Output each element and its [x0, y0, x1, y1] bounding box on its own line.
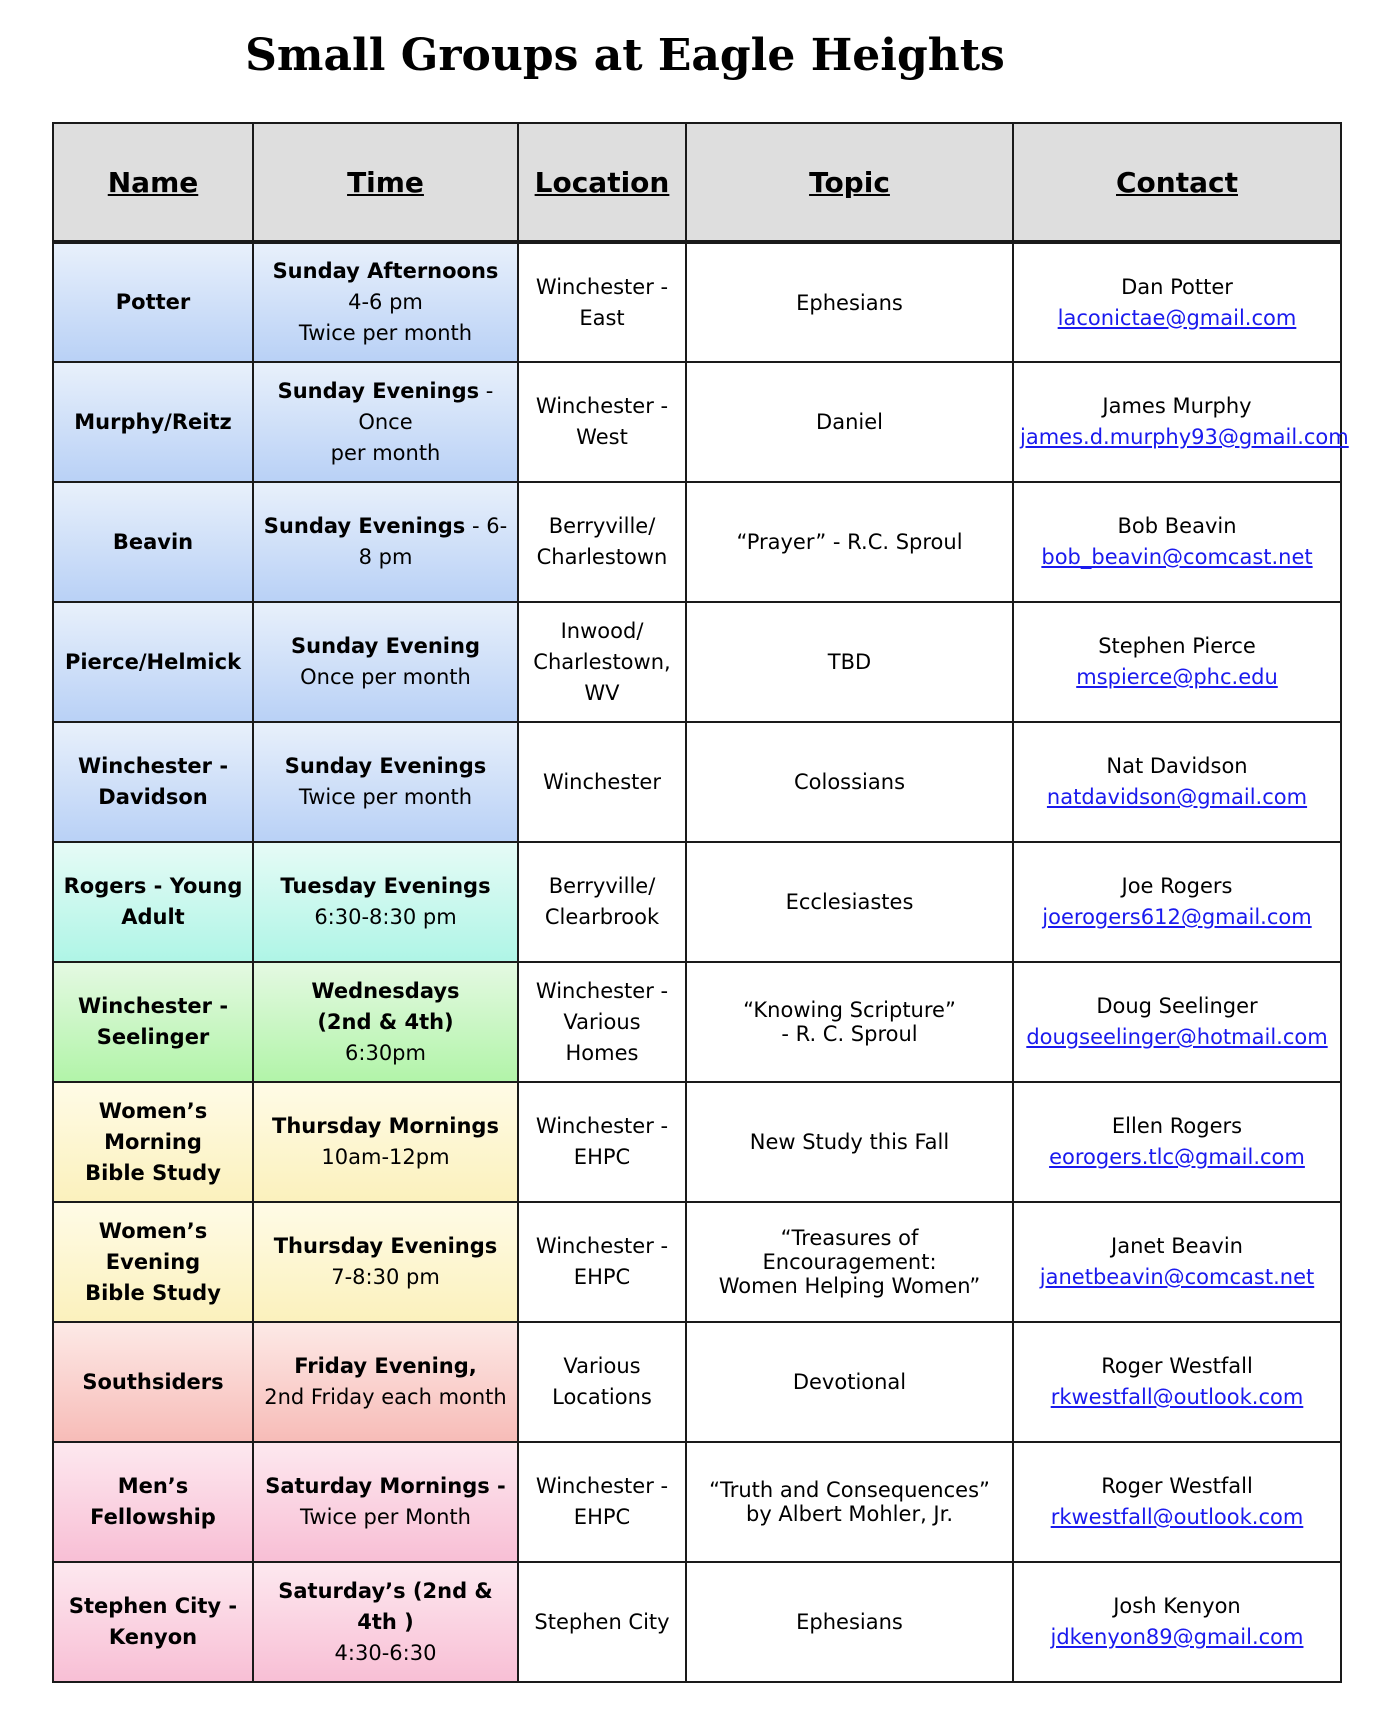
contact-cell: [1013, 842, 1341, 962]
contact-name: Joe Rogers: [1121, 874, 1233, 898]
contact-email-link[interactable]: janetbeavin@comcast.net: [1039, 1265, 1315, 1289]
topic-line: Ecclesiastes: [785, 890, 914, 914]
topic-line: - R. C. Sproul: [781, 1022, 918, 1046]
time-detail: 4-6 pm: [348, 290, 423, 314]
table-row: [53, 842, 1341, 962]
time-cell: [253, 722, 518, 842]
group-name-cell: [53, 602, 253, 722]
topic-line: “Treasures of Encouragement:: [762, 1226, 937, 1274]
time-bold: Thursday Evenings: [273, 1234, 498, 1258]
time-cell: [253, 242, 518, 362]
location-line: WV: [584, 680, 620, 705]
location-line: EHPC: [573, 1145, 631, 1169]
header-location-label: Location: [534, 165, 670, 199]
topic-cell: [686, 1082, 1013, 1202]
group-name-line: Stephen City -: [68, 1594, 238, 1618]
location-cell: [518, 722, 686, 842]
contact-cell: [1013, 1202, 1341, 1322]
time-detail: 6:30-8:30 pm: [314, 905, 457, 929]
table-row: [53, 1202, 1341, 1322]
topic-line: TBD: [827, 650, 872, 674]
time-cell: [253, 1322, 518, 1442]
time-cell: [253, 602, 518, 722]
location-cell: [518, 962, 686, 1082]
group-name-cell: [53, 482, 253, 602]
contact-email-link[interactable]: bob_beavin@comcast.net: [1041, 545, 1313, 569]
header-location: [518, 123, 686, 242]
header-time-label: Time: [347, 165, 424, 199]
table-row: [53, 1082, 1341, 1202]
table-row: [53, 722, 1341, 842]
time-cell: [253, 1202, 518, 1322]
time-detail: 7-8:30 pm: [331, 1265, 440, 1289]
contact-cell: [1013, 602, 1341, 722]
group-name-cell: [53, 1082, 253, 1202]
group-name-cell: [53, 1322, 253, 1442]
time-cell: [253, 842, 518, 962]
header-time: [253, 123, 518, 242]
time-detail: per month: [330, 440, 441, 465]
contact-name: Josh Kenyon: [1113, 1594, 1241, 1618]
contact-cell: [1013, 242, 1341, 362]
contact-email-link[interactable]: mspierce@phc.edu: [1076, 665, 1278, 689]
group-name-line: Bible Study: [85, 1280, 221, 1305]
time-separator: -: [479, 378, 494, 403]
location-line: Berryville/: [548, 514, 656, 538]
location-line: Winchester -: [535, 1114, 669, 1138]
contact-name: Doug Seelinger: [1096, 994, 1258, 1018]
topic-cell: [686, 1442, 1013, 1562]
location-cell: [518, 362, 686, 482]
contact-email-link[interactable]: natdavidson@gmail.com: [1046, 785, 1308, 809]
location-line: Clearbrook: [544, 905, 660, 929]
header-topic: [686, 123, 1013, 242]
time-detail: Twice per month: [298, 321, 473, 345]
group-name-line: Men’s Fellowship: [90, 1474, 216, 1529]
group-name-cell: [53, 1562, 253, 1682]
topic-cell: [686, 242, 1013, 362]
contact-name: Dan Potter: [1121, 274, 1233, 299]
topic-line: Ephesians: [796, 290, 903, 315]
contact-cell: [1013, 962, 1341, 1082]
topic-line: by Albert Mohler, Jr.: [745, 1502, 954, 1526]
contact-email-link[interactable]: james.d.murphy93@gmail.com: [1020, 425, 1349, 449]
time-cell: [253, 1442, 518, 1562]
location-line: Charlestown,: [533, 649, 671, 674]
location-line: EHPC: [573, 1505, 631, 1529]
time-bold: Tuesday Evenings: [280, 874, 491, 898]
time-bold: Sunday Afternoons: [272, 259, 499, 283]
location-cell: [518, 842, 686, 962]
topic-line: Ephesians: [796, 1610, 903, 1634]
topic-cell: [686, 602, 1013, 722]
time-detail: Twice per month: [298, 785, 473, 809]
group-name-line: Winchester -: [77, 994, 229, 1018]
group-name-line: Winchester -: [77, 754, 229, 778]
location-line: East: [579, 305, 625, 330]
group-name-cell: [53, 842, 253, 962]
time-detail: 10am-12pm: [321, 1145, 450, 1169]
time-separator: -: [465, 514, 487, 538]
time-bold: Sunday Evenings: [277, 378, 480, 403]
table-row: [53, 1442, 1341, 1562]
topic-cell: [686, 1322, 1013, 1442]
contact-cell: [1013, 482, 1341, 602]
page-title: Small Groups at Eagle Heights: [245, 30, 1005, 81]
location-cell: [518, 1082, 686, 1202]
group-name-line: Kenyon: [108, 1625, 198, 1649]
topic-line: Women Helping Women”: [718, 1274, 981, 1298]
contact-cell: [1013, 722, 1341, 842]
group-name-line: Beavin: [112, 529, 194, 554]
contact-email-link[interactable]: laconictae@gmail.com: [1057, 305, 1297, 330]
group-name-line: Rogers - Young: [63, 874, 243, 898]
location-line: West: [576, 425, 628, 449]
location-cell: [518, 1442, 686, 1562]
contact-name: Roger Westfall: [1101, 1354, 1253, 1378]
table-row: [53, 1562, 1341, 1682]
location-line: Berryville/: [548, 874, 656, 898]
time-bold: Sunday Evenings: [284, 754, 487, 778]
location-line: Winchester -: [535, 1234, 669, 1258]
group-name-line: Bible Study: [85, 1160, 221, 1185]
time-detail: 6-8 pm: [358, 514, 508, 569]
time-detail: Once per month: [300, 665, 471, 689]
contact-cell: [1013, 1562, 1341, 1682]
contact-cell: [1013, 1442, 1341, 1562]
topic-cell: [686, 1562, 1013, 1682]
table-row: [53, 362, 1341, 482]
topic-line: “Prayer” - R.C. Sproul: [736, 530, 963, 554]
location-line: Various: [563, 1354, 641, 1378]
location-cell: [518, 1322, 686, 1442]
topic-cell: [686, 1202, 1013, 1322]
time-bold: Thursday Mornings: [272, 1114, 499, 1138]
contact-email-link[interactable]: rkwestfall@outlook.com: [1050, 1505, 1304, 1529]
group-name-line: Pierce/Helmick: [64, 649, 242, 674]
location-line: Locations: [552, 1385, 652, 1409]
topic-cell: [686, 482, 1013, 602]
group-name-cell: [53, 722, 253, 842]
time-bold: Saturday’s (2nd & 4th ): [278, 1578, 493, 1634]
group-name-cell: [53, 362, 253, 482]
time-bold: Wednesdays: [311, 978, 460, 1003]
topic-cell: [686, 842, 1013, 962]
contact-name: Janet Beavin: [1111, 1234, 1243, 1258]
group-name-cell: [53, 962, 253, 1082]
header-name: [53, 123, 253, 242]
topic-line: Colossians: [793, 770, 906, 794]
table-row: [53, 242, 1341, 362]
topic-line: Devotional: [792, 1370, 907, 1394]
time-cell: [253, 962, 518, 1082]
contact-email-link[interactable]: dougseelinger@hotmail.com: [1026, 1025, 1328, 1049]
time-bold: Sunday Evening: [291, 634, 480, 658]
header-contact-label: Contact: [1116, 165, 1238, 199]
contact-email-link[interactable]: eorogers.tlc@gmail.com: [1049, 1145, 1305, 1169]
location-line: Winchester: [543, 769, 661, 794]
location-line: Inwood/: [560, 618, 644, 643]
time-detail: Once: [358, 409, 413, 434]
time-bold: Saturday Mornings -: [265, 1474, 506, 1498]
location-cell: [518, 1202, 686, 1322]
time-detail: Twice per Month: [300, 1505, 471, 1529]
topic-cell: [686, 362, 1013, 482]
time-cell: [253, 1082, 518, 1202]
table-row: [53, 602, 1341, 722]
location-line: Stephen City: [534, 1609, 670, 1634]
contact-name: Nat Davidson: [1106, 754, 1248, 778]
small-groups-table: [52, 122, 1349, 1683]
header-topic-label: Topic: [809, 165, 890, 199]
group-name-line: Women’s Evening: [98, 1218, 208, 1274]
time-bold: Sunday Evenings: [263, 514, 466, 538]
contact-name: Stephen Pierce: [1098, 634, 1256, 658]
location-cell: [518, 1562, 686, 1682]
contact-cell: [1013, 362, 1349, 482]
header-name-label: Name: [107, 165, 199, 199]
contact-name: Ellen Rogers: [1111, 1114, 1243, 1138]
group-name-line: Adult: [121, 905, 185, 929]
contact-name: Bob Beavin: [1117, 514, 1237, 538]
table-row: [53, 962, 1341, 1082]
contact-name: James Murphy: [1102, 394, 1252, 418]
topic-cell: [686, 962, 1013, 1082]
topic-line: “Truth and Consequences”: [709, 1478, 990, 1502]
location-line: Various Homes: [563, 1009, 641, 1065]
topic-cell: [686, 722, 1013, 842]
contact-cell: [1013, 1322, 1341, 1442]
time-cell: [253, 482, 518, 602]
location-line: Winchester -: [535, 1474, 669, 1498]
location-line: EHPC: [573, 1265, 631, 1289]
topic-line: New Study this Fall: [749, 1130, 950, 1154]
time-cell: [253, 1562, 518, 1682]
contact-email-link[interactable]: rkwestfall@outlook.com: [1050, 1385, 1304, 1409]
header-row: [53, 123, 1341, 242]
time-detail: 6:30pm: [345, 1040, 426, 1065]
location-line: Charlestown: [536, 545, 668, 569]
group-name-line: Seelinger: [96, 1025, 210, 1049]
topic-line: Daniel: [816, 410, 883, 434]
group-name-line: Davidson: [98, 785, 208, 809]
header-contact: [1013, 123, 1341, 242]
location-cell: [518, 602, 686, 722]
location-line: Winchester -: [535, 394, 669, 418]
group-name-cell: [53, 1442, 253, 1562]
group-name-cell: [53, 1202, 253, 1322]
time-bold: Friday Evening,: [294, 1354, 477, 1378]
group-name-line: Potter: [115, 290, 191, 314]
contact-email-link[interactable]: joerogers612@gmail.com: [1042, 905, 1312, 929]
location-line: Winchester -: [535, 978, 669, 1003]
topic-line: “Knowing Scripture”: [743, 998, 956, 1022]
location-line: Winchester -: [535, 274, 669, 299]
time-bold: (2nd & 4th): [317, 1009, 454, 1034]
table-row: [53, 1322, 1341, 1442]
time-detail: 2nd Friday each month: [264, 1385, 507, 1409]
time-detail: 4:30-6:30: [334, 1640, 437, 1665]
group-name-line: Women’s Morning: [98, 1098, 208, 1154]
contact-email-link[interactable]: jdkenyon89@gmail.com: [1050, 1625, 1304, 1649]
group-name-cell: [53, 242, 253, 362]
contact-cell: [1013, 1082, 1341, 1202]
location-cell: [518, 482, 686, 602]
group-name-line: Southsiders: [82, 1369, 224, 1394]
contact-name: Roger Westfall: [1101, 1474, 1253, 1498]
table-row: [53, 482, 1341, 602]
table-body: [53, 242, 1349, 1682]
time-cell: [253, 362, 518, 482]
group-name-line: Murphy/Reitz: [74, 409, 232, 434]
location-cell: [518, 242, 686, 362]
